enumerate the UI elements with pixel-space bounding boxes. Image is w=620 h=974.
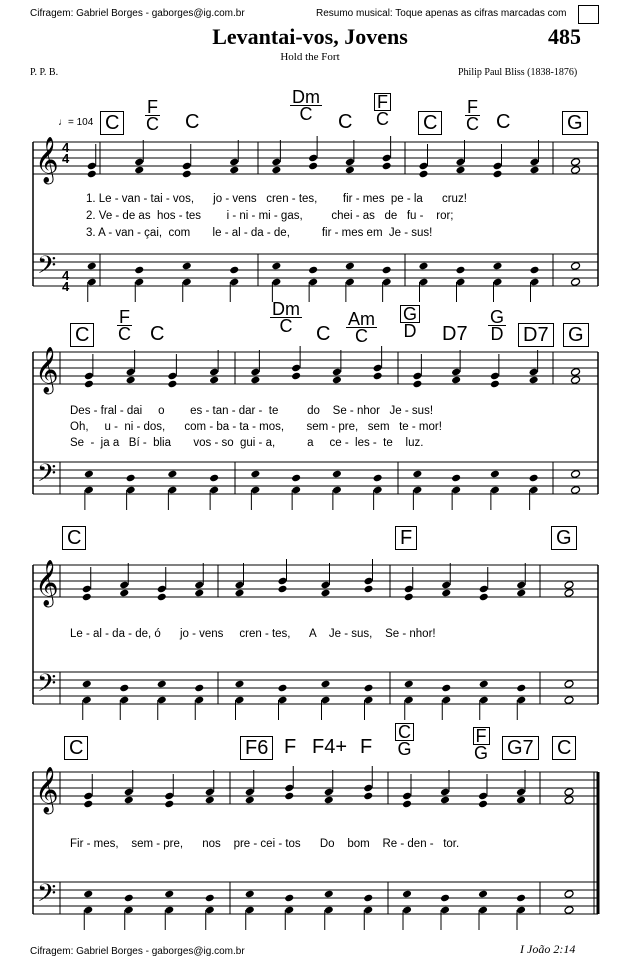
chord-s1-1: C bbox=[100, 111, 124, 135]
chord-s4-6: C G bbox=[395, 723, 414, 757]
chord-s4-3: F bbox=[284, 736, 297, 758]
summary-text: Resumo musical: Toque apenas as cifras marcadas com bbox=[316, 8, 567, 19]
time-signature-treble: 4 4 bbox=[62, 140, 70, 166]
chord-s2-7: G D bbox=[400, 305, 420, 339]
chord-s1-7: C bbox=[418, 111, 442, 135]
composer: Philip Paul Bliss (1838-1876) bbox=[458, 67, 578, 78]
chord-s3-2: F bbox=[395, 526, 417, 550]
chord-s4-9: C bbox=[552, 736, 576, 760]
tempo-marking: ♩= 104 bbox=[58, 117, 94, 128]
footer-credit: Cifragem: Gabriel Borges - gaborges@ig.com.br bbox=[30, 946, 245, 957]
svg-text:𝄞: 𝄞 bbox=[35, 347, 59, 393]
lyric-s2-v1: Des - fral - dai o es - tan - dar - te do Se - nhor Je - sus! bbox=[70, 405, 434, 417]
chord-s2-2: F C bbox=[118, 307, 131, 344]
chord-s4-5: F bbox=[360, 736, 373, 758]
chord-s2-9: G D bbox=[490, 307, 505, 344]
chord-s1-6: F C bbox=[376, 92, 389, 129]
chord-s2-3: C bbox=[150, 323, 165, 345]
svg-text:𝄞: 𝄞 bbox=[35, 137, 59, 183]
chord-s1-3: C bbox=[185, 111, 200, 133]
chord-s4-4: F4+ bbox=[312, 736, 348, 758]
svg-text:𝄢: 𝄢 bbox=[37, 459, 57, 494]
chord-s2-5: C bbox=[316, 323, 331, 345]
chord-s1-8: F C bbox=[466, 97, 479, 134]
header-credit: Cifragem: Gabriel Borges - gaborges@ig.com.br bbox=[30, 8, 245, 19]
svg-text:𝄞: 𝄞 bbox=[35, 560, 59, 606]
chord-s1-9: C bbox=[496, 111, 511, 133]
chord-s2-10: D7 bbox=[518, 323, 554, 347]
time-signature-bass: 4 4 bbox=[62, 268, 70, 294]
chord-s1-4: Dm C bbox=[292, 87, 320, 124]
svg-text:𝄞: 𝄞 bbox=[35, 767, 59, 813]
hymn-title: Levantai-vos, Jovens bbox=[212, 24, 408, 49]
meter: P. P. B. bbox=[30, 67, 59, 78]
lyric-s2-v3: Se - ja a Bí - blia vos - so gui - a, a ce - les - te luz. bbox=[70, 437, 424, 449]
chord-s3-3: G bbox=[551, 526, 577, 550]
lyric-s4-v1: Fir - mes, sem - pre, nos pre - cei - tos Do bom Re - den - tor. bbox=[70, 838, 460, 850]
chord-s3-1: C bbox=[62, 526, 86, 550]
scripture-reference: I João 2:14 bbox=[520, 942, 576, 956]
lyric-s2-v2: Oh, u - ni - dos, com - ba - ta - mos, sem - pre, sem te - mor! bbox=[70, 421, 442, 433]
lyric-s1-v1: 1. Le - van - tai - vos, jo - vens cren - tes, fir - mes pe - la cruz! bbox=[86, 193, 467, 205]
chord-s2-1: C bbox=[70, 323, 94, 347]
lyric-s1-v2: 2. Ve - de as hos - tes i - ni - mi - gas, chei - as de fu - ror; bbox=[86, 210, 454, 222]
chord-s2-6: Am C bbox=[348, 309, 375, 346]
chord-s4-2: F6 bbox=[240, 736, 273, 760]
hymn-number: 485 bbox=[548, 24, 581, 49]
lyric-s3-v1: Le - al - da - de, ó jo - vens cren - tes, A Je - sus, Se - nhor! bbox=[70, 628, 436, 640]
chord-s2-4: Dm C bbox=[272, 299, 300, 336]
chord-s1-5: C bbox=[338, 111, 353, 133]
chord-s4-7: F G bbox=[474, 726, 489, 763]
svg-text:𝄢: 𝄢 bbox=[37, 669, 57, 704]
chord-s1-10: G bbox=[562, 111, 588, 135]
quarter-note-icon: ♩ bbox=[58, 117, 68, 128]
chord-s2-11: G bbox=[563, 323, 589, 347]
chord-s4-8: G7 bbox=[502, 736, 539, 760]
chord-s2-8: D7 bbox=[442, 323, 468, 345]
chord-s4-1: C bbox=[64, 736, 88, 760]
lyric-s1-v3: 3. A - van - çai, com le - al - da - de, fir - mes em Je - sus! bbox=[86, 227, 433, 239]
chord-s1-2: F C bbox=[146, 97, 159, 134]
svg-text:𝄢: 𝄢 bbox=[37, 879, 57, 914]
hymn-subtitle: Hold the Fort bbox=[280, 51, 340, 63]
svg-text:𝄢: 𝄢 bbox=[37, 251, 57, 286]
